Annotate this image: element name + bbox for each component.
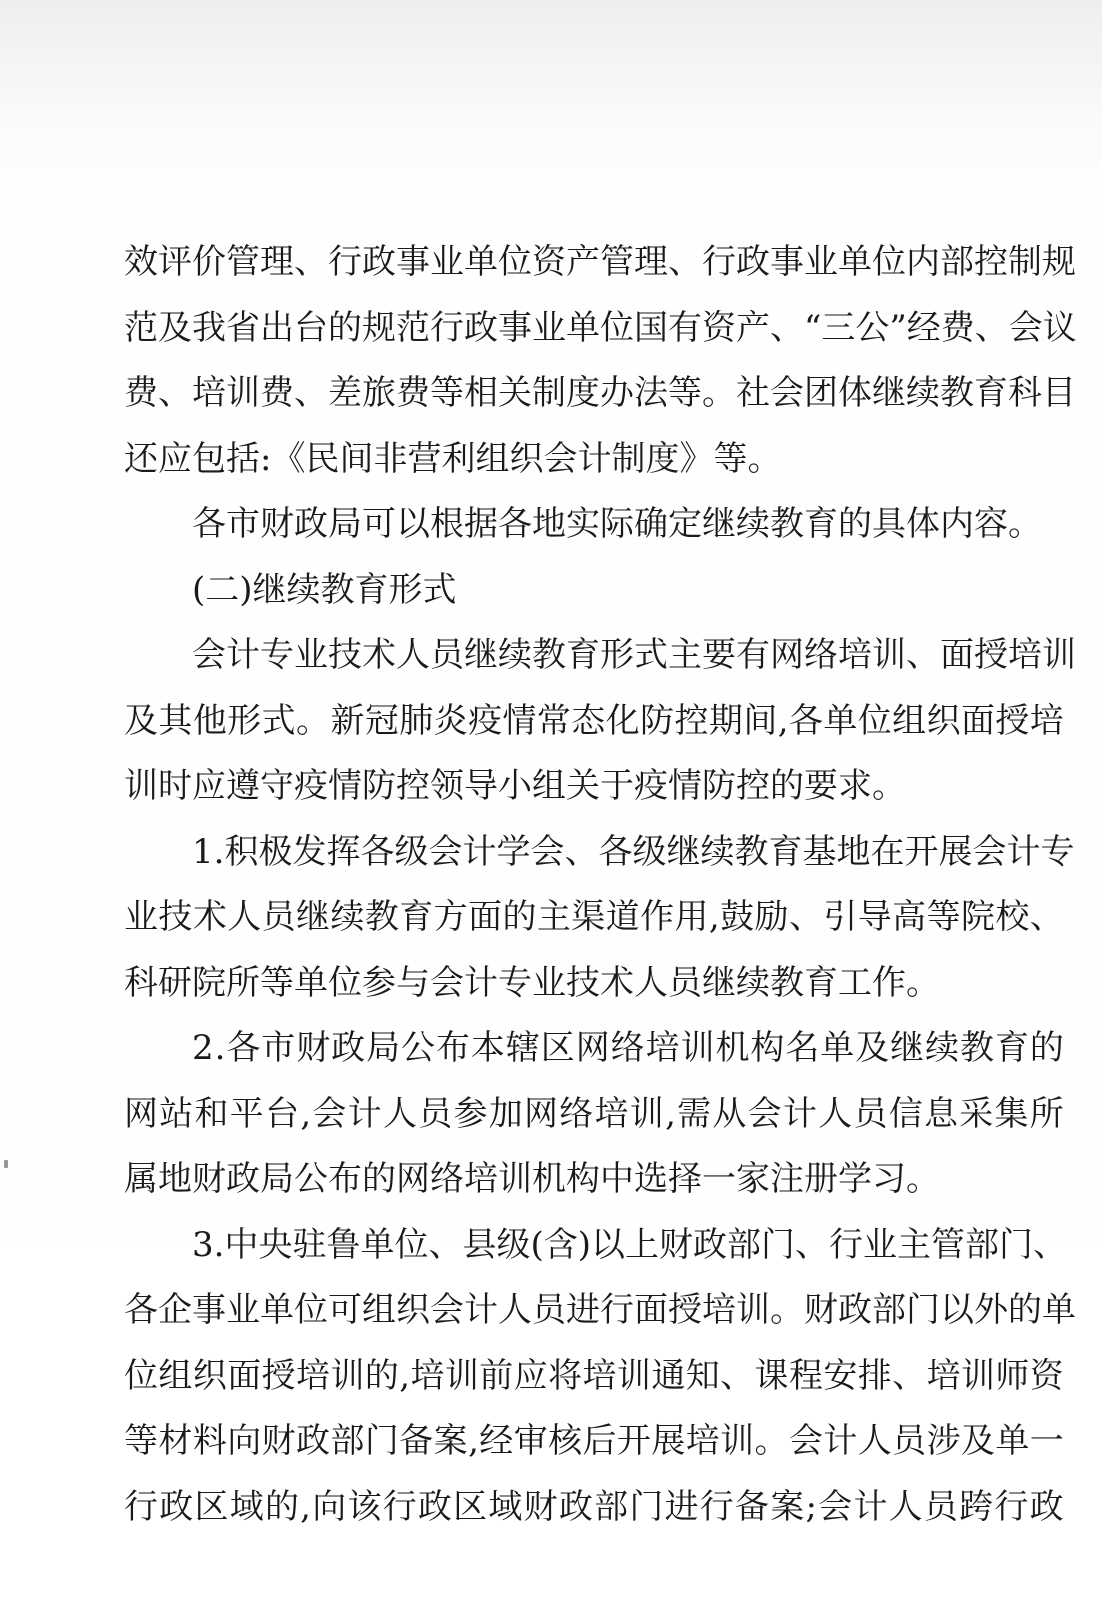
text-line: 科研院所等单位参与会计专业技术人员继续教育工作。: [124, 962, 940, 1003]
text-line: 费 、 培 训 费 、 差 旅 费 等 相 关 制 度 办 法 等 。 社 会 团 体 继 续 教 育 科 目: [124, 373, 1076, 413]
scan-mark: [4, 1160, 8, 1168]
text-line: 业 技 术 人 员 继 续 教 育 方 面 的 主 渠 道 作 用 , 鼓 励 、 引 导 高 等 院 校 、: [124, 897, 1064, 937]
text-line: 3 . 中 央 驻 鲁 单 位 、 县 级 ( 含 ) 以 上 财 政 部 门 、 行 业 主 管 部 门 、: [192, 1224, 1067, 1265]
text-line: 网 站 和 平 台 , 会 计 人 员 参 加 网 络 培 训 , 需 从 会 计 人 员 信 息 采 集 所: [124, 1093, 1064, 1134]
body-text: [124, 239, 1077, 1549]
text-line: 各 企 事 业 单 位 可 组 织 会 计 人 员 进 行 面 授 培 训 。 财 政 部 门 以 外 的 单: [124, 1290, 1076, 1330]
text-line: 范 及 我 省 出 台 的 规 范 行 政 事 业 单 位 国 有 资 产 、 “ 三 公 ” 经 费 、 会 议: [124, 307, 1077, 348]
text-line: 位 组 织 面 授 培 训 的 , 培 训 前 应 将 培 训 通 知 、 课 程 安 排 、 培 训 师 资: [124, 1355, 1064, 1396]
section-heading: (二)继续教育形式: [192, 569, 457, 610]
text-line: 1 . 积 极 发 挥 各 级 会 计 学 会 、 各 级 继 续 教 育 基 地 在 开 展 会 计 专: [192, 831, 1075, 872]
text-line: 会 计 专 业 技 术 人 员 继 续 教 育 形 式 主 要 有 网 络 培 训 、 面 授 培 训: [192, 635, 1076, 675]
text-line: 各市财政局可以根据各地实际确定继续教育的具体内容。: [192, 504, 1042, 544]
scan-shadow: [0, 0, 1102, 150]
text-line: 训时应遵守疫情防控领导小组关于疫情防控的要求。: [124, 766, 906, 806]
text-line: 及 其 他 形 式 。 新 冠 肺 炎 疫 情 常 态 化 防 控 期 间 , 各 单 位 组 织 面 授 培: [124, 700, 1064, 741]
text-line: 属地财政局公布的网络培训机构中选择一家注册学习。: [124, 1159, 940, 1199]
text-line: 等 材 料 向 财 政 部 门 备 案 , 经 审 核 后 开 展 培 训 。 会 计 人 员 涉 及 单 一: [124, 1421, 1064, 1461]
text-line: 效 评 价 管 理 、 行 政 事 业 单 位 资 产 管 理 、 行 政 事 业 单 位 内 部 控 制 规: [124, 242, 1076, 282]
text-line: 2 . 各 市 财 政 局 公 布 本 辖 区 网 络 培 训 机 构 名 单 及 继 续 教 育 的: [192, 1028, 1064, 1068]
text-line: 还应包括:《民间非营利组织会计制度》等。: [124, 438, 782, 479]
text-line: 行 政 区 域 的 , 向 该 行 政 区 域 财 政 部 门 进 行 备 案 ; 会 计 人 员 跨 行 政: [124, 1486, 1064, 1527]
